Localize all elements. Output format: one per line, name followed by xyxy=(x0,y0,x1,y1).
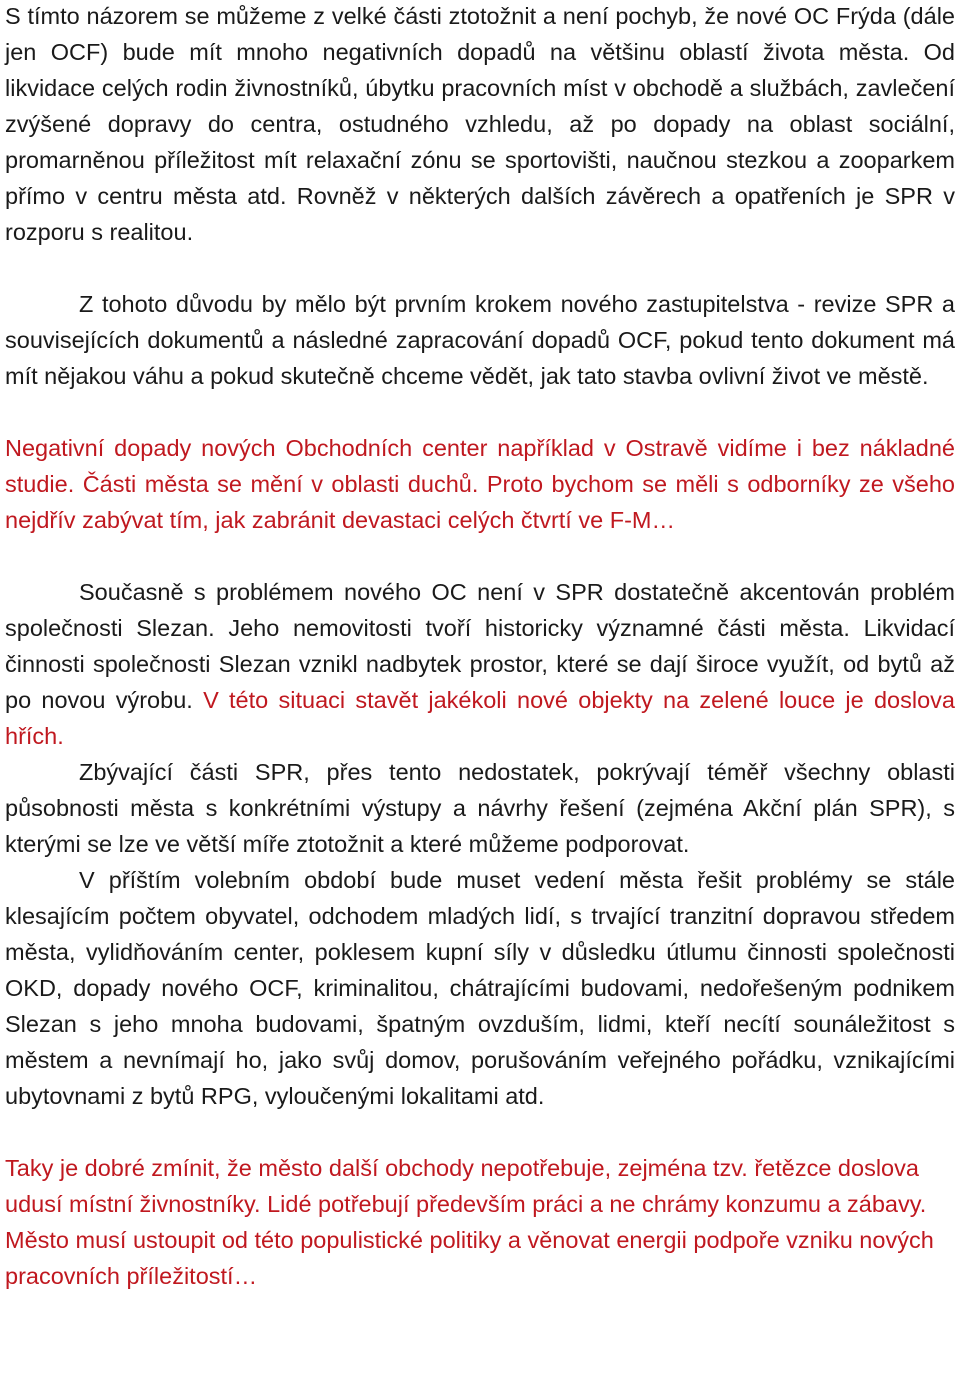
paragraph-ostrava-example: Negativní dopady nových Obchodních center například v Ostravě vidíme i bez nákladné studie. Části města se mění v oblasti duchů. Proto bychom se měli s odborníky ze všeho nejdřív zabývat tím, jak zabránit devastaci celých čtvrtí ve F-M… xyxy=(5,435,955,533)
document-page xyxy=(5,0,955,1294)
paragraph-remaining-spr: Zbývající části SPR, přes tento nedostatek, pokrývají téměř všechny oblasti působnosti města s konkrétními výstupy a návrhy řešení (zejména Akční plán SPR), s kterými se lze ve větší míře ztotožnit a které můžeme podporovat. xyxy=(5,759,955,857)
paragraph-slezan-problem xyxy=(5,574,955,754)
paragraph-next-term-problems: V příštím volebním období bude muset vedení města řešit problémy se stále klesajícím počtem obyvatel, odchodem mladých lidí, s trvající tranzitní dopravou středem města, vylidňováním center, poklesem kupní síly v důsledku útlumu činnosti společnosti OKD, dopady nového OCF, kriminalitou, chátrajícími budovami, nedořešeným podnikem Slezan s jeho mnoha budovami, špatným ovzduším, lidmi, kteří necítí sounáležitost s městem a nevnímají ho, jako svůj domov, porušováním veřejného pořádku, vznikajícími ubytovnami z bytů RPG, vyloučenými lokalitami atd. xyxy=(5,867,955,1109)
slezan-text: Současně s problémem nového OC není v SPR dostatečně akcentován problém společnosti Slezan. Jeho nemovitosti tvoří historicky významné části města. Likvidací činnosti společnosti Slezan vznikl nadbytek prostor, které se dají široce využít, od bytů až po novou výrobu. xyxy=(5,579,955,713)
paragraph-ocf-opinion: S tímto názorem se můžeme z velké části ztotožnit a není pochyb, že nové OC Frýda (dále jen OCF) bude mít mnoho negativních dopadů na většinu oblastí života města. Od likvidace celých rodin živnostníků, úbytku pracovních míst v obchodě a službách, zavlečení zvýšené dopravy do centra, ostudného vzhledu, až po dopady na oblast sociální, promarněnou příležitost mít relaxační zónu se sportovišti, naučnou stezkou a zooparkem přímo v centru města atd. Rovněž v některých dalších závěrech a opatřeních je SPR v rozporu s realitou. xyxy=(5,3,955,245)
slezan-highlight: V této situaci stavět jakékoli nové objekty na zelené louce je doslova hřích. xyxy=(5,687,955,749)
paragraph-spr-revision: Z tohoto důvodu by mělo být prvním krokem nového zastupitelstva - revize SPR a souvisejících dokumentů a následné zapracování dopadů OCF, pokud tento dokument má mít nějakou váhu a pokud skutečně chceme vědět, jak tato stavba ovlivní život ve městě. xyxy=(5,291,955,389)
paragraph-shops-conclusion: Taky je dobré zmínit, že město další obchody nepotřebuje, zejména tzv. řetězce doslova udusí místní živnostníky. Lidé potřebují především práci a ne chrámy konzumu a zábavy. Město musí ustoupit od této populistické politiky a věnovat energii podpoře vzniku nových pracovních příležitostí… xyxy=(5,1155,934,1289)
